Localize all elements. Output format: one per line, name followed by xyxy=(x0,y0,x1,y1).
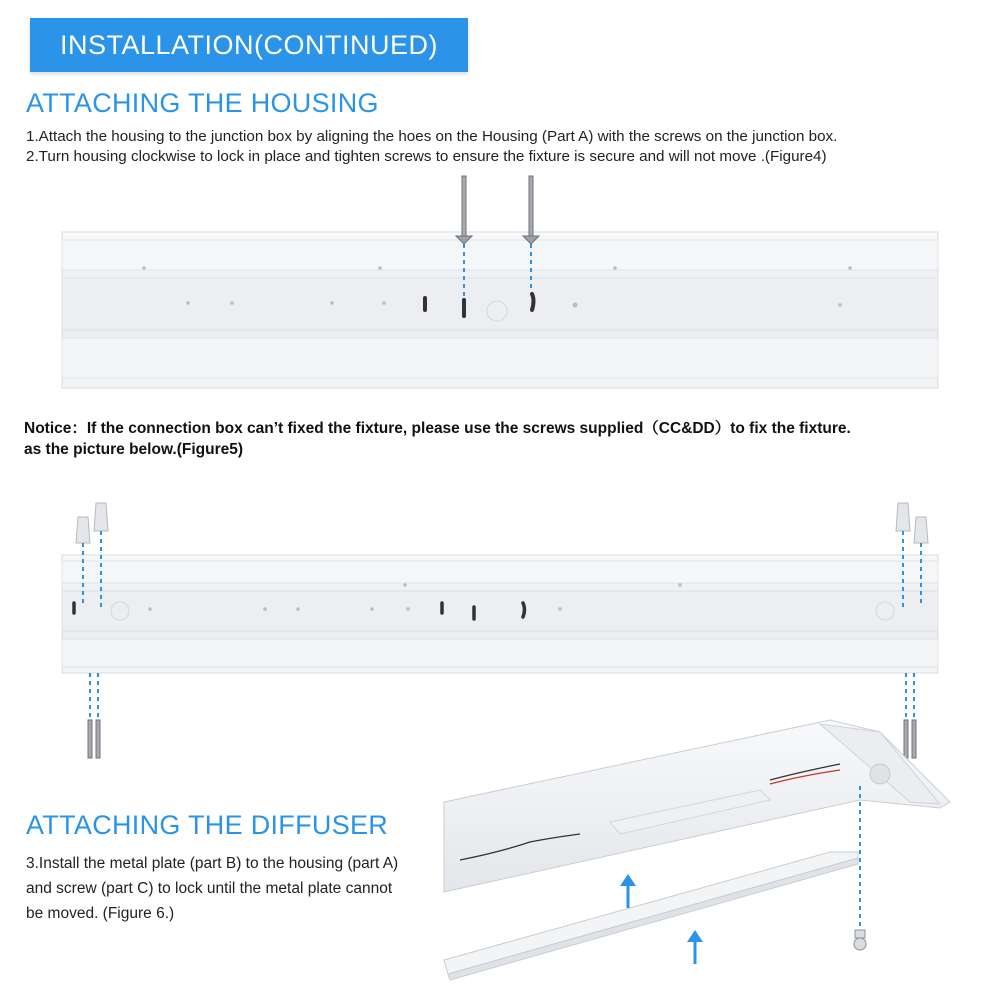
wall-anchor-icon xyxy=(76,503,928,543)
housing-part-a xyxy=(444,720,950,892)
section-banner: INSTALLATION(CONTINUED) xyxy=(30,18,468,72)
fixture-housing-bar xyxy=(62,555,938,673)
figure-4-illustration xyxy=(60,170,940,395)
housing-heading: ATTACHING THE HOUSING xyxy=(26,88,379,118)
figure-6-illustration xyxy=(440,712,960,1000)
housing-step-1: 1.Attach the housing to the junction box by aligning the hoes on the Housing (Part A) with the screws on the junction box. xyxy=(26,128,838,145)
fixture-housing-bar xyxy=(62,232,938,388)
notice-line-1: Notice：If the connection box can’t fixed the fixture, please use the screws supplied（CC&DD）to fix the fixture. xyxy=(24,420,851,437)
screw-part-c xyxy=(854,930,866,950)
housing-step-2: 2.Turn housing clockwise to lock in place and tighten screws to ensure the fixture is secure and will not move .(Figure4) xyxy=(26,148,827,165)
notice-line-2: as the picture below.(Figure5) xyxy=(24,441,244,458)
diffuser-heading: ATTACHING THE DIFFUSER xyxy=(26,810,389,840)
diffuser-step-3: 3.Install the metal plate (part B) to the housing (part A) and screw (part C) to lock until the metal plate cannot be moved. (Figure 6.) xyxy=(26,855,399,922)
